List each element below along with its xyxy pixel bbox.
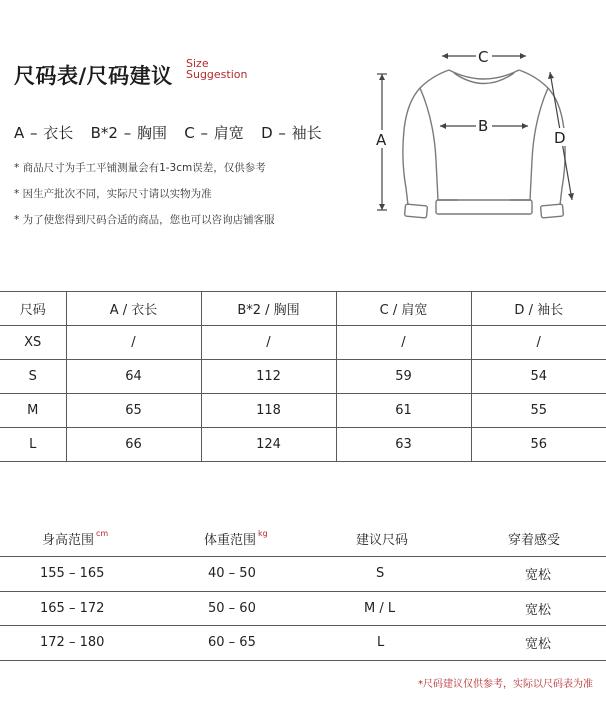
size-table xyxy=(0,291,606,462)
page-title: 尺码表/尺码建议 xyxy=(14,64,173,88)
table-row xyxy=(0,626,606,661)
table-row xyxy=(0,360,606,394)
page-subtitle xyxy=(186,58,248,80)
table-cell: 118 xyxy=(201,394,336,428)
table-cell: 124 xyxy=(201,428,336,462)
note-item: * 为了使您得到尺码合适的商品，您也可以咨询店铺客服 xyxy=(14,214,275,226)
header-cell: D / 袖长 xyxy=(471,292,606,326)
table-cell: M xyxy=(0,394,66,428)
table-cell: 65 xyxy=(66,394,201,428)
table-cell: 64 xyxy=(66,360,201,394)
table-cell: / xyxy=(66,326,201,360)
header-cell: 尺码 xyxy=(0,292,66,326)
footer-note: *尺码建议仅供参考，实际以尺码表为准 xyxy=(418,679,593,690)
table-cell: / xyxy=(201,326,336,360)
table-cell: 54 xyxy=(471,360,606,394)
label-c: C xyxy=(478,48,489,66)
label-d: D xyxy=(554,129,566,147)
table-row xyxy=(0,591,606,626)
table-cell: 宽松 xyxy=(508,626,606,661)
measurement-legend: A – 衣长 B*2 – 胸围 C – 肩宽 D – 袖长 xyxy=(14,124,322,142)
table-cell: 56 xyxy=(471,428,606,462)
table-cell: 165 – 172 xyxy=(0,591,204,626)
recommend-table-header xyxy=(0,520,606,557)
table-cell: 宽松 xyxy=(508,557,606,592)
header-cell-height: 身高范围 $^{cm}$ xyxy=(0,520,204,557)
header-cell-weight: 体重范围 $^{kg}$ xyxy=(204,520,356,557)
subtitle-line-2: Suggestion xyxy=(186,68,248,81)
table-cell: 60 – 65 xyxy=(204,626,356,661)
table-row xyxy=(0,326,606,360)
note-item: * 因生产批次不同，实际尺寸请以实物为准 xyxy=(14,188,212,200)
header-cell: C / 肩宽 xyxy=(336,292,471,326)
height-unit: cm xyxy=(96,528,109,538)
size-table-header xyxy=(0,292,606,326)
header-cell: 建议尺码 xyxy=(356,520,508,557)
table-cell: 40 – 50 xyxy=(204,557,356,592)
table-cell: 112 xyxy=(201,360,336,394)
notes-list xyxy=(14,160,275,238)
table-cell: L xyxy=(0,428,66,462)
table-cell: 66 xyxy=(66,428,201,462)
table-cell: XS xyxy=(0,326,66,360)
header-cell: 穿着感受 xyxy=(508,520,606,557)
table-row xyxy=(0,557,606,592)
table-cell: 61 xyxy=(336,394,471,428)
table-row xyxy=(0,394,606,428)
table-cell: L xyxy=(356,626,508,661)
table-cell: 172 – 180 xyxy=(0,626,204,661)
table-row xyxy=(0,428,606,462)
size-recommendation-table xyxy=(0,520,606,661)
label-a: A xyxy=(376,131,387,149)
table-cell: 50 – 60 xyxy=(204,591,356,626)
table-cell: 55 xyxy=(471,394,606,428)
label-b: B xyxy=(478,117,489,135)
table-cell: 63 xyxy=(336,428,471,462)
table-cell: / xyxy=(471,326,606,360)
table-cell: 宽松 xyxy=(508,591,606,626)
header-cell: B*2 / 胸围 xyxy=(201,292,336,326)
table-cell: S xyxy=(0,360,66,394)
weight-unit: kg xyxy=(258,528,268,538)
table-cell: M / L xyxy=(356,591,508,626)
table-cell: S xyxy=(356,557,508,592)
note-item: * 商品尺寸为手工平铺测量会有1-3cm误差，仅供参考 xyxy=(14,162,266,174)
table-cell: / xyxy=(336,326,471,360)
subtitle-line-1: Size xyxy=(186,57,209,70)
table-cell: 155 – 165 xyxy=(0,557,204,592)
header-cell: A / 衣长 xyxy=(66,292,201,326)
table-cell: 59 xyxy=(336,360,471,394)
sweatshirt-diagram xyxy=(372,40,578,230)
